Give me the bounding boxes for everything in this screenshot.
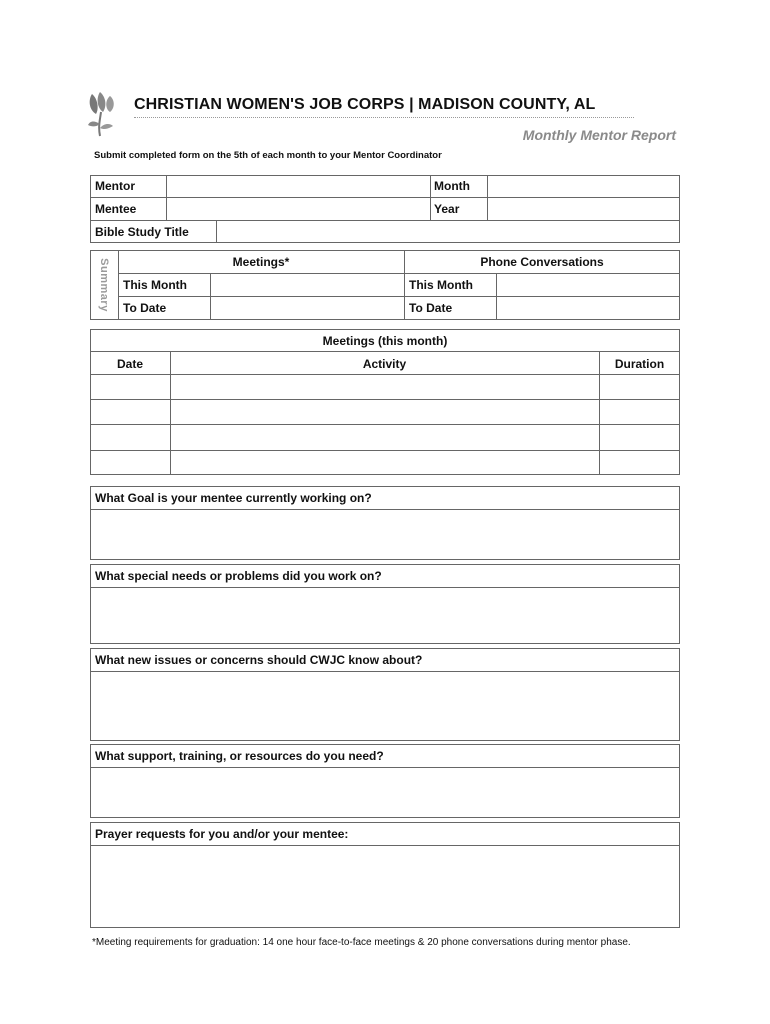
meetings-this-month-label: This Month <box>123 278 187 292</box>
duration-column-header: Duration <box>614 357 665 371</box>
question-prayer: Prayer requests for you and/or your mentee: <box>95 827 349 841</box>
meeting-row-1-date[interactable] <box>91 375 170 399</box>
meeting-row-4-activity[interactable] <box>171 451 599 474</box>
summary-side-label: Summary <box>98 258 110 312</box>
month-field[interactable] <box>488 176 679 197</box>
bible-study-field[interactable] <box>217 221 679 243</box>
meeting-row-4-duration[interactable] <box>600 451 679 474</box>
phone-this-month-label: This Month <box>409 278 473 292</box>
phone-to-date-field[interactable] <box>497 297 679 319</box>
meetings-to-date-field[interactable] <box>211 297 404 319</box>
meetings-to-date-label: To Date <box>123 301 167 315</box>
meeting-row-1-duration[interactable] <box>600 375 679 399</box>
question-concerns: What new issues or concerns should CWJC know about? <box>95 653 423 667</box>
month-label: Month <box>434 179 470 193</box>
report-title: Monthly Mentor Report <box>522 127 676 143</box>
answer-concerns[interactable] <box>91 672 679 740</box>
phone-header: Phone Conversations <box>480 255 604 269</box>
meeting-row-3-activity[interactable] <box>171 425 599 450</box>
meeting-row-2-date[interactable] <box>91 400 170 424</box>
phone-this-month-field[interactable] <box>497 274 679 296</box>
mentee-field[interactable] <box>167 198 429 220</box>
title-divider <box>134 117 634 118</box>
activity-column-header: Activity <box>362 357 407 371</box>
question-special-needs: What special needs or problems did you work on? <box>95 569 382 583</box>
question-support: What support, training, or resources do you need? <box>95 749 384 763</box>
meeting-row-3-duration[interactable] <box>600 425 679 450</box>
mentee-label: Mentee <box>95 202 137 216</box>
organization-title: CHRISTIAN WOMEN'S JOB CORPS | MADISON COUNTY, AL <box>134 96 596 113</box>
question-goal: What Goal is your mentee currently working on? <box>95 491 372 505</box>
year-field[interactable] <box>488 198 679 220</box>
rose-icon <box>86 90 126 140</box>
submission-instruction: Submit completed form on the 5th of each month to your Mentor Coordinator <box>94 150 442 161</box>
meeting-row-2-activity[interactable] <box>171 400 599 424</box>
answer-goal[interactable] <box>91 510 679 559</box>
meetings-this-month-field[interactable] <box>211 274 404 296</box>
bible-study-label: Bible Study Title <box>95 225 189 239</box>
date-column-header: Date <box>116 357 143 371</box>
meeting-row-1-activity[interactable] <box>171 375 599 399</box>
answer-support[interactable] <box>91 768 679 817</box>
meeting-row-4-date[interactable] <box>91 451 170 474</box>
phone-to-date-label: To Date <box>409 301 453 315</box>
meeting-row-3-date[interactable] <box>91 425 170 450</box>
year-label: Year <box>434 202 460 216</box>
answer-special-needs[interactable] <box>91 588 679 643</box>
meeting-row-2-duration[interactable] <box>600 400 679 424</box>
meetings-header: Meetings* <box>232 255 290 269</box>
answer-prayer[interactable] <box>91 846 679 927</box>
mentor-field[interactable] <box>167 176 429 197</box>
graduation-footnote: *Meeting requirements for graduation: 14 one hour face-to-face meetings & 20 phone conversations during mentor phase. <box>92 937 631 948</box>
mentor-label: Mentor <box>95 179 135 193</box>
meetings-table-title: Meetings (this month) <box>322 334 448 348</box>
